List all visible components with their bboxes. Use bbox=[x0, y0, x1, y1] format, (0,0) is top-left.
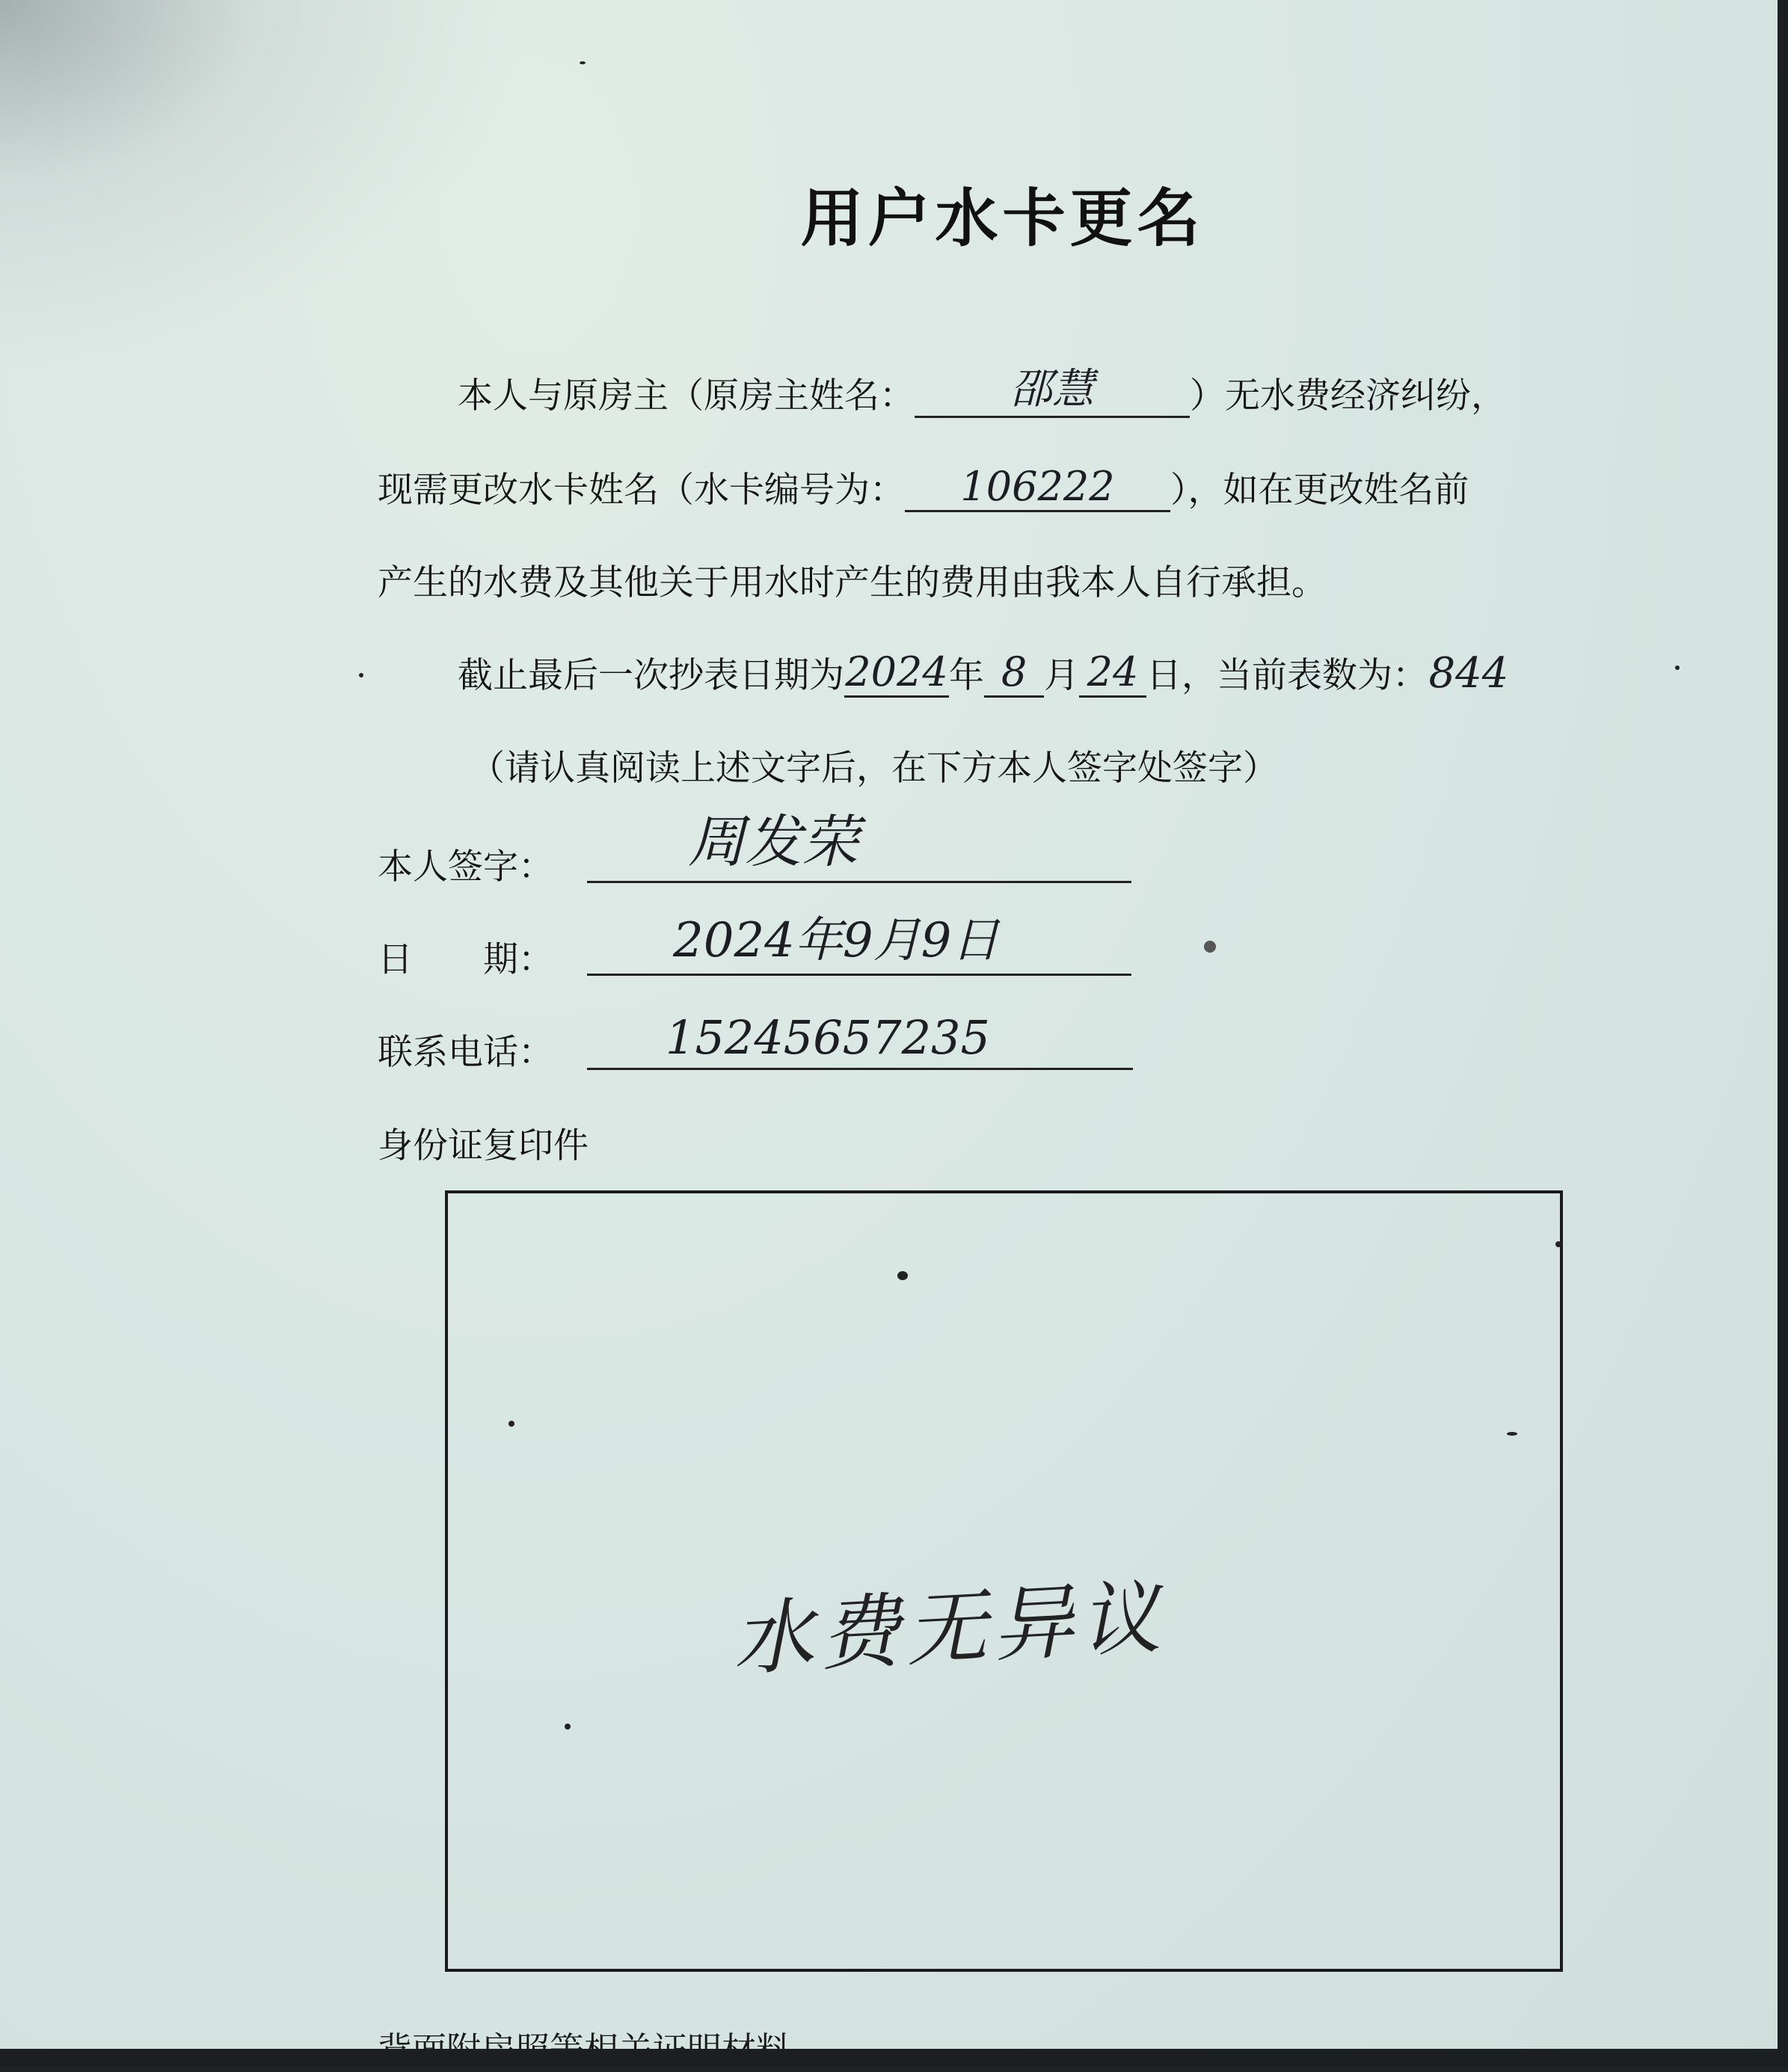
meter-year-handwritten: 2024 bbox=[845, 648, 948, 695]
day-unit: 日，当前表数为： bbox=[1146, 655, 1428, 696]
paragraph-liability: 产生的水费及其他关于用水时产生的费用由我本人自行承担。 bbox=[378, 562, 1327, 603]
meter-reading-field bbox=[1428, 649, 1510, 698]
date-field bbox=[587, 913, 1131, 976]
owner-prefix: 本人与原房主（原房主姓名： bbox=[458, 375, 915, 416]
id-box-handwritten-note: 水费无异议 bbox=[730, 1570, 1169, 1688]
signature-field bbox=[587, 808, 1131, 883]
meter-month-field bbox=[984, 648, 1044, 698]
id-copy-label: 身份证复印件 bbox=[378, 1125, 589, 1166]
meter-prefix: 截止最后一次抄表日期为 bbox=[458, 655, 844, 696]
scan-speck bbox=[1204, 941, 1216, 953]
month-unit: 月 bbox=[1044, 655, 1079, 696]
scan-speck bbox=[1507, 1432, 1517, 1436]
signature-label: 本人签字： bbox=[378, 846, 553, 888]
scan-speck bbox=[509, 1421, 514, 1427]
owner-name-field bbox=[915, 365, 1190, 418]
meter-day-handwritten: 24 bbox=[1087, 648, 1139, 695]
owner-suffix: ）无水费经济纠纷， bbox=[1190, 375, 1506, 416]
paragraph-meter bbox=[458, 648, 1510, 698]
scan-speck bbox=[580, 61, 586, 64]
signature-handwritten: 周发荣 bbox=[688, 808, 858, 875]
date-handwritten: 2024年9月9日 bbox=[673, 913, 1000, 968]
scan-speck bbox=[565, 1724, 571, 1730]
scan-speck bbox=[1675, 665, 1680, 670]
card-prefix: 现需更改水卡姓名（水卡编号为： bbox=[378, 470, 905, 511]
scan-edge-bottom bbox=[0, 2049, 1788, 2067]
card-suffix: ），如在更改姓名前 bbox=[1170, 470, 1469, 511]
card-number-handwritten: 106222 bbox=[960, 463, 1115, 510]
year-unit: 年 bbox=[949, 655, 984, 696]
document-title: 用户水卡更名 bbox=[800, 182, 1205, 255]
scan-speck bbox=[359, 673, 363, 677]
paragraph-owner bbox=[458, 365, 1506, 418]
scan-speck bbox=[1555, 1241, 1561, 1247]
meter-year-field bbox=[844, 648, 949, 698]
meter-day-field bbox=[1079, 648, 1146, 698]
meter-reading-handwritten: 844 bbox=[1428, 649, 1509, 698]
meter-month-handwritten: 8 bbox=[1001, 648, 1027, 695]
owner-name-handwritten: 邵慧 bbox=[1010, 365, 1094, 414]
phone-label: 联系电话： bbox=[378, 1032, 553, 1073]
scan-edge-right bbox=[1778, 0, 1788, 2067]
card-number-field bbox=[905, 463, 1170, 512]
phone-handwritten: 15245657235 bbox=[666, 1010, 990, 1065]
paragraph-card bbox=[378, 462, 1469, 512]
date-label: 日 期： bbox=[378, 939, 553, 980]
phone-field bbox=[587, 1010, 1133, 1070]
id-copy-box bbox=[445, 1190, 1563, 1972]
scan-speck bbox=[897, 1271, 908, 1280]
instruction-text: （请认真阅读上述文字后，在下方本人签字处签字） bbox=[470, 748, 1278, 789]
